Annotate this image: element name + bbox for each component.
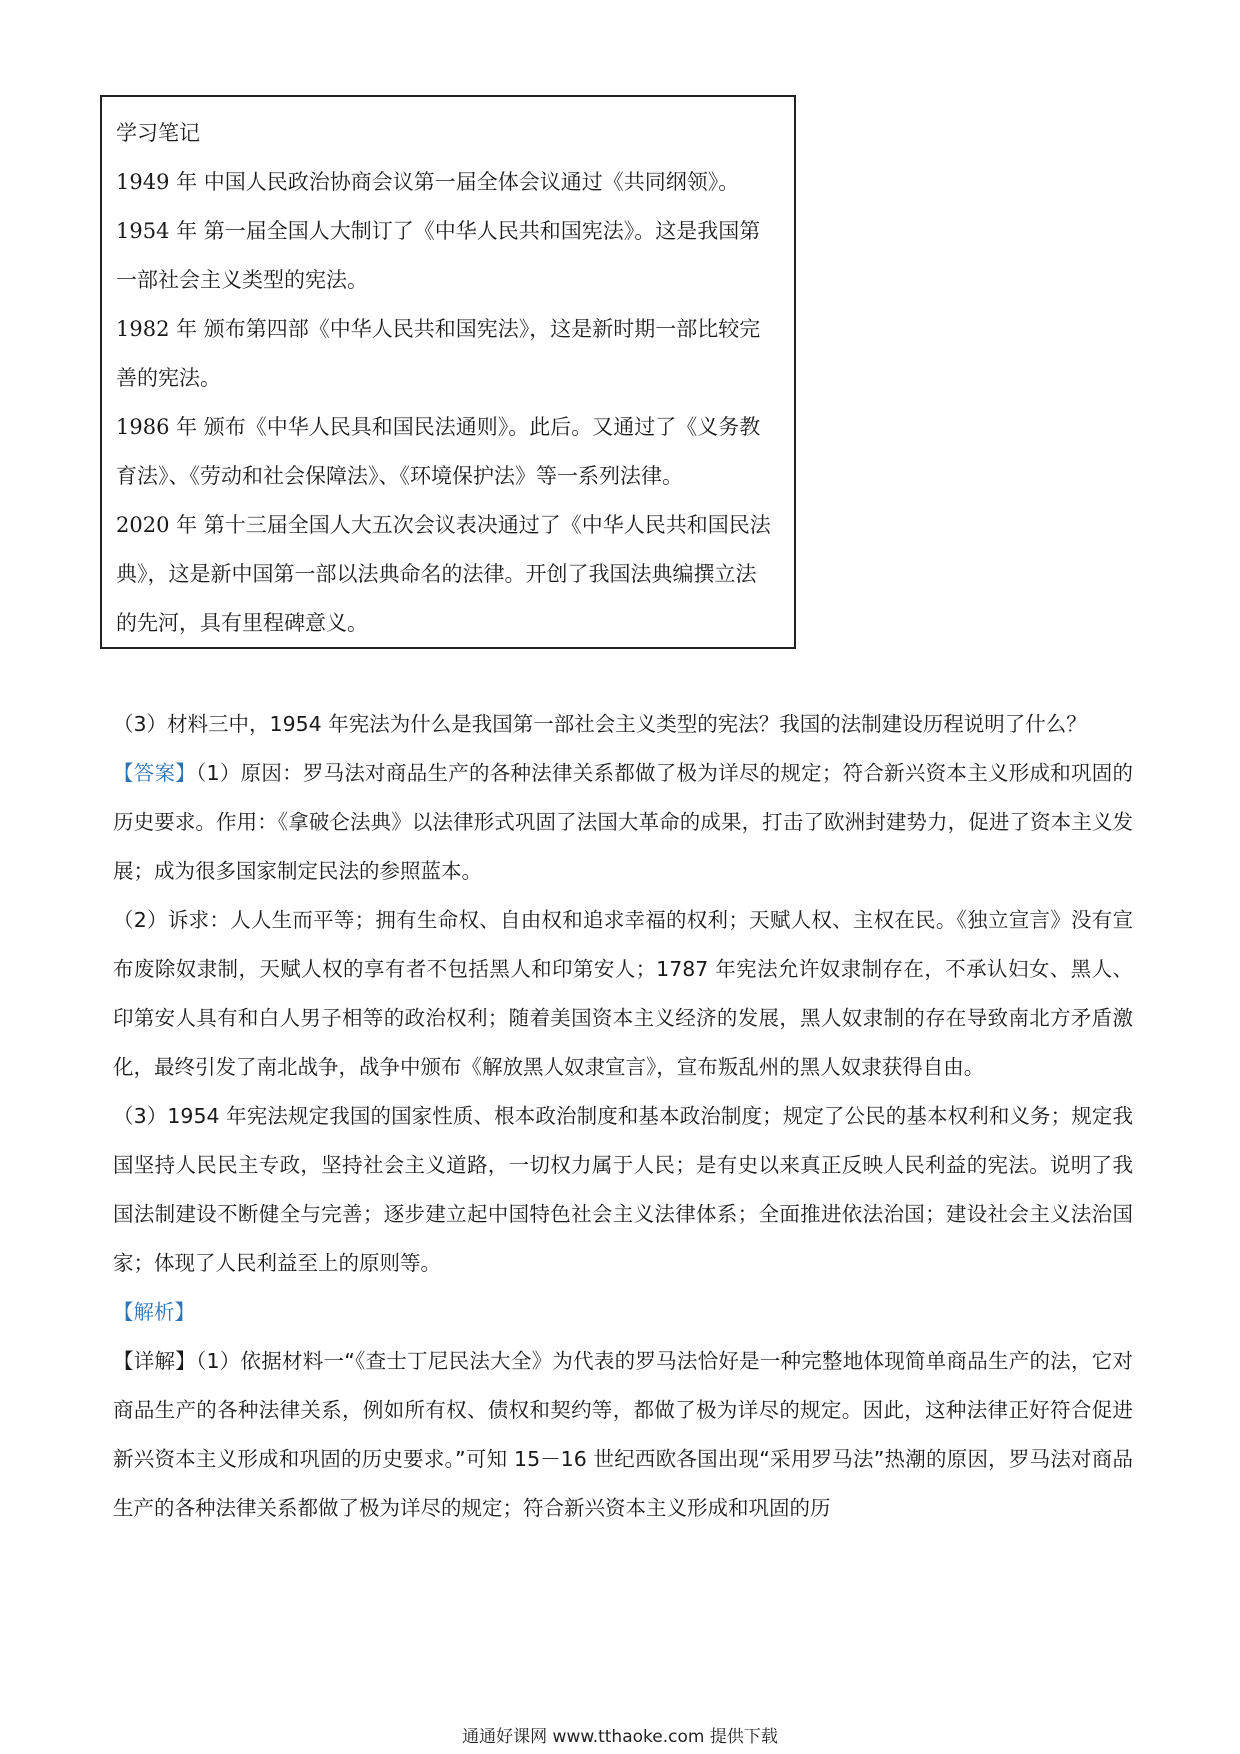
- page-footer: 通通好课网 www.tthaoke.com 提供下载: [462, 1727, 778, 1747]
- notes-line: 1949 年 中国人民政治协商会议第一届全体会议通过《共同纲领》。: [116, 170, 740, 194]
- answer-tag: 【答案】: [113, 761, 197, 785]
- answer-paragraph-3: （3）1954 年宪法规定我国的国家性质、根本政治制度和基本政治制度；规定了公民的基本权利和义务；规定我国坚持人民民主专政，坚持社会主义道路，一切权力属于人民；是有史以来真正反映人民利益的宪法。说明了我国法制建设不断健全与完善；逐步建立起中国特色社会主义法律体系；全面推进依法治国；建设社会主义法治国家；体现了人民利益至上的原则等。: [113, 1104, 1133, 1275]
- analysis-tag: 【解析】: [113, 1300, 195, 1324]
- answer-text-1: （1）原因：罗马法对商品生产的各种法律关系都做了极为详尽的规定；符合新兴资本主义形成和巩固的历史要求。作用：《拿破仑法典》以法律形式巩固了法国大革命的成果，打击了欧洲封建势力，促进了资本主义发展；成为很多国家制定民法的参照蓝本。: [113, 761, 1134, 883]
- notes-line: 1982 年 颁布第四部《中华人民共和国宪法》，这是新时期一部比较完: [116, 317, 761, 341]
- detail-tag: 【详解】: [113, 1349, 196, 1373]
- notes-line: 一部社会主义类型的宪法。: [116, 268, 368, 292]
- notes-line: 典》，这是新中国第一部以法典命名的法律。开创了我国法典编撰立法: [116, 562, 757, 586]
- notes-line: 的先河，具有里程碑意义。: [116, 611, 368, 635]
- notes-line: 育法》、《劳动和社会保障法》、《环境保护法》等一系列法律。: [116, 464, 683, 488]
- answer-paragraph-1: [113, 749, 1133, 896]
- notes-line: 2020 年 第十三届全国人大五次会议表决通过了《中华人民共和国民法: [116, 513, 771, 537]
- notes-line: 1954 年 第一届全国人大制订了《中华人民共和国宪法》。这是我国第: [116, 219, 761, 243]
- question-text: （3）材料三中，1954 年宪法为什么是我国第一部社会主义类型的宪法？我国的法制建设历程说明了什么？: [113, 712, 1087, 736]
- analysis-heading: [113, 1288, 1133, 1337]
- notes-line: 善的宪法。: [116, 366, 221, 390]
- study-notes-box: [100, 95, 796, 649]
- main-content: [113, 700, 1133, 1533]
- answer-paragraph-2: （2）诉求：人人生而平等；拥有生命权、自由权和追求幸福的权利；天赋人权、主权在民。《独立宣言》没有宣布废除奴隶制，天赋人权的享有者不包括黑人和印第安人；1787 年宪法允许奴隶制存在，不承认妇女、黑人、印第安人具有和白人男子相等的政治权利；随着美国资本主义经济的发展，黑人奴隶制的存在导致南北方矛盾激化，最终引发了南北战争，战争中颁布《解放黑人奴隶宣言》，宣布叛乱州的黑人奴隶获得自由。: [113, 908, 1133, 1079]
- detail-paragraph: [113, 1337, 1133, 1533]
- notes-title: 学习笔记: [116, 121, 200, 145]
- detail-text: （1）依据材料一“《查士丁尼民法大全》为代表的罗马法恰好是一种完整地体现简单商品生产的法，它对商品生产的各种法律关系，例如所有权、债权和契约等，都做了极为详尽的规定。因此，这种法律正好符合促进新兴资本主义形成和巩固的历史要求。”可知 15－16 世纪西欧各国出现“采用罗马法”热潮的原因，罗马法对商品生产的各种法律关系都做了极为详尽的规定；符合新兴资本主义形成和巩固的历: [113, 1349, 1134, 1520]
- notes-line: 1986 年 颁布《中华人民具和国民法通则》。此后。又通过了《义务教: [116, 415, 761, 439]
